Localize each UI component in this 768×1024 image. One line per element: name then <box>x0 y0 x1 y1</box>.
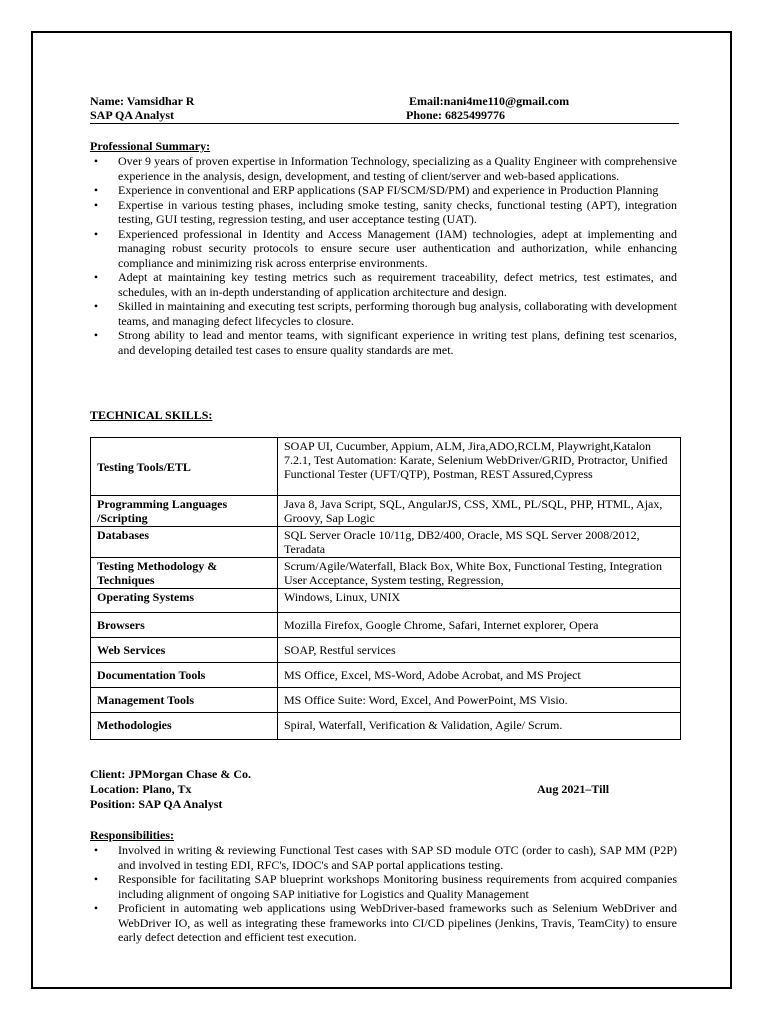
skill-value: Java 8, Java Script, SQL, AngularJS, CSS, XML, PL/SQL, PHP, HTML, Ajax, Groovy, Sap Logic <box>278 496 681 527</box>
table-row <box>91 663 681 688</box>
skill-value: Scrum/Agile/Waterfall, Black Box, White Box, Functional Testing, Integration User Acceptance, System testing, Regression, <box>278 558 681 589</box>
skill-category: Testing Methodology & Techniques <box>91 558 278 589</box>
list-item: • Strong ability to lead and mentor teams, with significant experience in writing test plans, defining test scenarios, and developing detailed test cases to ensure quality standards are met. <box>90 328 677 357</box>
job-dates: Aug 2021–Till <box>537 782 610 796</box>
list-item: • Proficient in automating web applications using WebDriver-based frameworks such as Selenium WebDriver and WebDriver IO, as well as integrating these frameworks into CI/CD pipelines (Jenkins, Travis, TeamCity) to ensure early defect detection and efficient test execution. <box>90 901 677 945</box>
candidate-phone: Phone: 6825499776 <box>406 108 505 122</box>
skill-value: Windows, Linux, UNIX <box>278 589 681 613</box>
skill-category: Browsers <box>91 613 278 638</box>
skill-category: Web Services <box>91 638 278 663</box>
list-item: • Expertise in various testing phases, including smoke testing, sanity checks, functional testing (APT), integration testing, GUI testing, regression testing, and user acceptance testing (UAT). <box>90 198 677 227</box>
table-row <box>91 688 681 713</box>
candidate-email: Email:nani4me110@gmail.com <box>409 94 570 108</box>
list-item: • Experience in conventional and ERP applications (SAP FI/SCM/SD/PM) and experience in Production Planning <box>90 183 677 198</box>
skill-value: MS Office Suite: Word, Excel, And PowerPoint, MS Visio. <box>278 688 681 713</box>
table-row <box>91 558 681 589</box>
skill-value: MS Office, Excel, MS-Word, Adobe Acrobat, and MS Project <box>278 663 681 688</box>
client-location: Location: Plano, Tx <box>90 782 192 796</box>
skill-value: Spiral, Waterfall, Verification & Validation, Agile/ Scrum. <box>278 713 681 740</box>
skill-value: SQL Server Oracle 10/11g, DB2/400, Oracle, MS SQL Server 2008/2012, Teradata <box>278 527 681 558</box>
skill-category: Databases <box>91 527 278 558</box>
list-item: • Over 9 years of proven expertise in Information Technology, specializing as a Quality Engineer with comprehensive experience in the analysis, design, development, and testing of client/server and web-based applications. <box>90 154 677 183</box>
skill-value: SOAP UI, Cucumber, Appium, ALM, Jira,ADO,RCLM, Playwright,Katalon 7.2.1, Test Automation: Karate, Selenium WebDriver/GRID, Protractor, Unified Functional Tester (UFT/QTP), Postman, REST Assured,Cypress <box>278 438 681 496</box>
summary-list <box>90 154 677 357</box>
header-rule <box>90 123 679 124</box>
skill-category: Methodologies <box>91 713 278 740</box>
summary-heading: Professional Summary: <box>90 139 211 153</box>
job-position: Position: SAP QA Analyst <box>90 797 223 811</box>
skill-category: Programming Languages /Scripting <box>91 496 278 527</box>
list-item: • Responsible for facilitating SAP blueprint workshops Monitoring business requirements from acquired companies including alignment of ongoing SAP initiative for Logistics and Quality Management <box>90 872 677 901</box>
responsibilities-list <box>90 843 677 945</box>
candidate-role: SAP QA Analyst <box>90 108 175 122</box>
table-row <box>91 638 681 663</box>
table-row <box>91 527 681 558</box>
list-item: • Experienced professional in Identity and Access Management (IAM) technologies, adept at implementing and managing robust security protocols to ensure secure user authentication and authorization, while enhancing compliance and minimizing risk across enterprise environments. <box>90 227 677 271</box>
table-row <box>91 496 681 527</box>
skill-category: Testing Tools/ETL <box>91 438 278 496</box>
skill-value: Mozilla Firefox, Google Chrome, Safari, Internet explorer, Opera <box>278 613 681 638</box>
list-item: • Adept at maintaining key testing metrics such as requirement traceability, defect metrics, test estimates, and schedules, with an in-depth understanding of application architecture and design. <box>90 270 677 299</box>
table-row <box>91 713 681 740</box>
table-row <box>91 589 681 613</box>
skill-category: Operating Systems <box>91 589 278 613</box>
responsibilities-heading: Responsibilities: <box>90 828 175 842</box>
skills-table <box>90 437 681 740</box>
skills-heading: TECHNICAL SKILLS: <box>90 408 213 422</box>
list-item: • Involved in writing & reviewing Functional Test cases with SAP SD module OTC (order to cash), SAP MM (P2P) and involved in testing EDI, RFC's, IDOC's and SAP portal applications testing. <box>90 843 677 872</box>
list-item: • Skilled in maintaining and executing test scripts, performing thorough bug analysis, collaborating with development teams, and managing defect lifecycles to closure. <box>90 299 677 328</box>
skill-value: SOAP, Restful services <box>278 638 681 663</box>
client-name: Client: JPMorgan Chase & Co. <box>90 767 251 781</box>
skill-category: Documentation Tools <box>91 663 278 688</box>
table-row <box>91 438 681 496</box>
candidate-name: Name: Vamsidhar R <box>90 94 195 108</box>
table-row <box>91 613 681 638</box>
skill-category: Management Tools <box>91 688 278 713</box>
